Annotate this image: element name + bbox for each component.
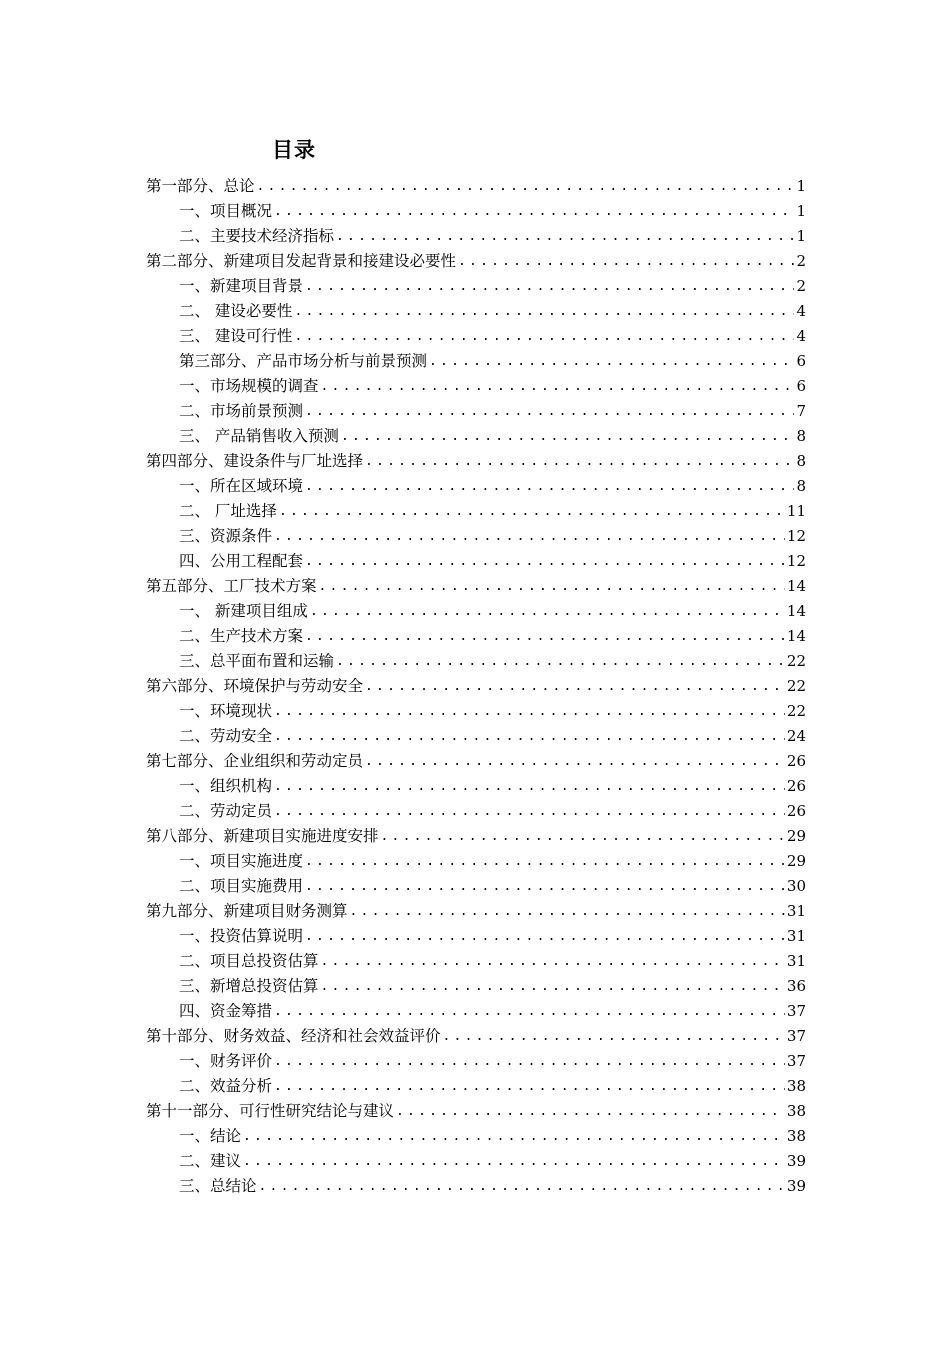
- toc-entry-label: 第七部分、企业组织和劳动定员: [146, 752, 364, 770]
- toc-entry-label: 第六部分、环境保护与劳动安全: [146, 677, 364, 695]
- toc-page-number: 31: [786, 952, 806, 970]
- toc-dot-leader: [334, 649, 785, 674]
- toc-entry-label: 一、结论: [179, 1127, 242, 1145]
- toc-dot-leader: [303, 624, 785, 649]
- toc-page-number: 38: [786, 1127, 806, 1145]
- toc-page-number: 37: [786, 1052, 806, 1070]
- toc-section-entry[interactable]: [146, 449, 806, 474]
- toc-dot-leader: [292, 299, 794, 324]
- toc-dot-leader: [303, 274, 794, 299]
- toc-page-number: 38: [786, 1077, 806, 1095]
- toc-section-entry[interactable]: [146, 574, 806, 599]
- toc-subsection-entry[interactable]: [146, 599, 806, 624]
- toc-dot-leader: [379, 824, 785, 849]
- toc-dot-leader: [241, 1124, 785, 1149]
- toc-entry-label: 第五部分、工厂技术方案: [146, 577, 317, 595]
- toc-dot-leader: [441, 1024, 785, 1049]
- toc-entry-label: 第三部分、产品市场分析与前景预测: [179, 352, 428, 370]
- toc-entry-label: 一、财务评价: [179, 1052, 273, 1070]
- page-title: 目录: [272, 138, 316, 162]
- toc-entry-label: 第八部分、新建项目实施进度安排: [146, 827, 379, 845]
- toc-dot-leader: [339, 424, 795, 449]
- toc-entry-label: 四、资金筹措: [179, 1002, 273, 1020]
- toc-page-number: 39: [786, 1177, 806, 1195]
- toc-page-number: 14: [786, 602, 806, 620]
- toc-entry-label: 一、项目概况: [179, 202, 273, 220]
- toc-page-number: 31: [786, 902, 806, 920]
- toc-dot-leader: [272, 1074, 785, 1099]
- toc-subsection-entry[interactable]: [146, 274, 806, 299]
- toc-page-number: 7: [796, 402, 806, 420]
- toc-subsection-entry[interactable]: [146, 1149, 806, 1174]
- toc-page-number: 39: [786, 1152, 806, 1170]
- toc-dot-leader: [319, 374, 795, 399]
- toc-page-number: 24: [786, 727, 806, 745]
- toc-entry-label: 一、投资估算说明: [179, 927, 304, 945]
- toc-entry-label: 二、项目总投资估算: [179, 952, 319, 970]
- toc-page-number: 8: [796, 477, 806, 495]
- toc-subsection-entry[interactable]: [146, 724, 806, 749]
- toc-dot-leader: [272, 1049, 785, 1074]
- toc-entry-label: 三、资源条件: [179, 527, 273, 545]
- toc-subsection-entry[interactable]: [146, 349, 806, 374]
- toc-subsection-entry[interactable]: [146, 624, 806, 649]
- toc-section-entry[interactable]: [146, 1024, 806, 1049]
- toc-subsection-entry[interactable]: [146, 999, 806, 1024]
- toc-page-number: 38: [786, 1102, 806, 1120]
- toc-section-entry[interactable]: [146, 249, 806, 274]
- toc-subsection-entry[interactable]: [146, 549, 806, 574]
- toc-subsection-entry[interactable]: [146, 874, 806, 899]
- toc-subsection-entry[interactable]: [146, 199, 806, 224]
- toc-subsection-entry[interactable]: [146, 474, 806, 499]
- toc-subsection-entry[interactable]: [146, 1124, 806, 1149]
- toc-dot-leader: [303, 399, 794, 424]
- toc-subsection-entry[interactable]: [146, 949, 806, 974]
- toc-page-number: 36: [786, 977, 806, 995]
- toc-entry-label: 二、 建设必要性: [179, 302, 293, 320]
- toc-page-number: 11: [786, 502, 806, 520]
- toc-page-number: 26: [786, 802, 806, 820]
- toc-page-number: 29: [786, 852, 806, 870]
- toc-entry-label: 二、项目实施费用: [179, 877, 304, 895]
- toc-page-number: 37: [786, 1027, 806, 1045]
- toc-entry-label: 一、环境现状: [179, 702, 273, 720]
- toc-section-entry[interactable]: [146, 899, 806, 924]
- toc-entry-label: 第九部分、新建项目财务测算: [146, 902, 348, 920]
- toc-page-number: 6: [796, 377, 806, 395]
- toc-section-entry[interactable]: [146, 1099, 806, 1124]
- toc-dot-leader: [272, 699, 785, 724]
- toc-entry-label: 第十一部分、可行性研究结论与建议: [146, 1102, 395, 1120]
- toc-dot-leader: [394, 1099, 785, 1124]
- toc-entry-label: 二、主要技术经济指标: [179, 227, 335, 245]
- toc-subsection-entry[interactable]: [146, 224, 806, 249]
- toc-page-number: 14: [786, 577, 806, 595]
- toc-entry-label: 一、新建项目背景: [179, 277, 304, 295]
- toc-dot-leader: [255, 174, 795, 199]
- toc-page-number: 26: [786, 777, 806, 795]
- toc-subsection-entry[interactable]: [146, 499, 806, 524]
- toc-entry-label: 三、新增总投资估算: [179, 977, 319, 995]
- toc-subsection-entry[interactable]: [146, 799, 806, 824]
- toc-page-number: 8: [796, 452, 806, 470]
- toc-dot-leader: [363, 749, 785, 774]
- toc-page-number: 1: [796, 177, 806, 195]
- toc-page-number: 30: [786, 877, 806, 895]
- table-of-contents: [146, 174, 806, 1199]
- toc-section-entry[interactable]: [146, 674, 806, 699]
- toc-page-number: 6: [796, 352, 806, 370]
- toc-dot-leader: [303, 874, 785, 899]
- toc-subsection-entry[interactable]: [146, 649, 806, 674]
- toc-dot-leader: [363, 449, 794, 474]
- toc-page-number: 4: [796, 302, 806, 320]
- toc-page-number: 26: [786, 752, 806, 770]
- toc-dot-leader: [319, 974, 785, 999]
- toc-dot-leader: [363, 674, 785, 699]
- toc-entry-label: 第四部分、建设条件与厂址选择: [146, 452, 364, 470]
- toc-entry-label: 二、效益分析: [179, 1077, 273, 1095]
- toc-page-number: 31: [786, 927, 806, 945]
- toc-subsection-entry[interactable]: [146, 974, 806, 999]
- toc-page-number: 12: [786, 527, 806, 545]
- toc-page-number: 22: [786, 702, 806, 720]
- toc-entry-label: 二、劳动定员: [179, 802, 273, 820]
- toc-dot-leader: [292, 324, 794, 349]
- toc-entry-label: 一、所在区域环境: [179, 477, 304, 495]
- toc-dot-leader: [319, 949, 785, 974]
- toc-page-number: 22: [786, 677, 806, 695]
- toc-entry-label: 二、劳动安全: [179, 727, 273, 745]
- toc-dot-leader: [348, 899, 785, 924]
- toc-page-number: 2: [796, 277, 806, 295]
- toc-page-number: 4: [796, 327, 806, 345]
- toc-dot-leader: [272, 774, 785, 799]
- toc-dot-leader: [334, 224, 794, 249]
- toc-page-number: 1: [796, 227, 806, 245]
- toc-entry-label: 二、生产技术方案: [179, 627, 304, 645]
- toc-entry-label: 一、组织机构: [179, 777, 273, 795]
- toc-entry-label: 二、市场前景预测: [179, 402, 304, 420]
- toc-entry-label: 三、总结论: [179, 1177, 257, 1195]
- toc-dot-leader: [308, 599, 785, 624]
- toc-page-number: 2: [796, 252, 806, 270]
- toc-dot-leader: [241, 1149, 785, 1174]
- toc-subsection-entry[interactable]: [146, 299, 806, 324]
- toc-page-number: 8: [796, 427, 806, 445]
- toc-page-number: 22: [786, 652, 806, 670]
- toc-page-number: 14: [786, 627, 806, 645]
- toc-dot-leader: [272, 799, 785, 824]
- toc-subsection-entry[interactable]: [146, 1049, 806, 1074]
- toc-entry-label: 第一部分、总论: [146, 177, 255, 195]
- toc-dot-leader: [427, 349, 794, 374]
- toc-entry-label: 第二部分、新建项目发起背景和接建设必要性: [146, 252, 457, 270]
- toc-subsection-entry[interactable]: [146, 374, 806, 399]
- toc-entry-label: 三、总平面布置和运输: [179, 652, 335, 670]
- toc-subsection-entry[interactable]: [146, 424, 806, 449]
- toc-subsection-entry[interactable]: [146, 924, 806, 949]
- toc-page-number: 12: [786, 552, 806, 570]
- toc-page-number: 1: [796, 202, 806, 220]
- toc-subsection-entry[interactable]: [146, 524, 806, 549]
- toc-entry-label: 三、 建设可行性: [179, 327, 293, 345]
- toc-subsection-entry[interactable]: [146, 324, 806, 349]
- toc-dot-leader: [456, 249, 794, 274]
- toc-section-entry[interactable]: [146, 174, 806, 199]
- toc-entry-label: 一、市场规模的调查: [179, 377, 319, 395]
- toc-entry-label: 一、项目实施进度: [179, 852, 304, 870]
- toc-section-entry[interactable]: [146, 824, 806, 849]
- toc-subsection-entry[interactable]: [146, 699, 806, 724]
- toc-subsection-entry[interactable]: [146, 774, 806, 799]
- toc-entry-label: 四、公用工程配套: [179, 552, 304, 570]
- toc-dot-leader: [272, 524, 785, 549]
- toc-dot-leader: [317, 574, 785, 599]
- toc-entry-label: 第十部分、财务效益、经济和社会效益评价: [146, 1027, 441, 1045]
- toc-subsection-entry[interactable]: [146, 849, 806, 874]
- toc-dot-leader: [303, 924, 785, 949]
- toc-dot-leader: [272, 199, 794, 224]
- toc-page-number: 37: [786, 1002, 806, 1020]
- toc-page-number: 29: [786, 827, 806, 845]
- toc-dot-leader: [303, 474, 794, 499]
- toc-dot-leader: [303, 549, 785, 574]
- toc-subsection-entry[interactable]: [146, 399, 806, 424]
- toc-dot-leader: [303, 849, 785, 874]
- toc-entry-label: 三、 产品销售收入预测: [179, 427, 339, 445]
- toc-dot-leader: [272, 999, 785, 1024]
- toc-section-entry[interactable]: [146, 749, 806, 774]
- toc-subsection-entry[interactable]: [146, 1074, 806, 1099]
- toc-dot-leader: [277, 499, 785, 524]
- toc-subsection-entry[interactable]: [146, 1174, 806, 1199]
- toc-entry-label: 二、建议: [179, 1152, 242, 1170]
- toc-entry-label: 一、 新建项目组成: [179, 602, 308, 620]
- toc-dot-leader: [272, 724, 785, 749]
- toc-entry-label: 二、 厂址选择: [179, 502, 277, 520]
- toc-dot-leader: [257, 1174, 785, 1199]
